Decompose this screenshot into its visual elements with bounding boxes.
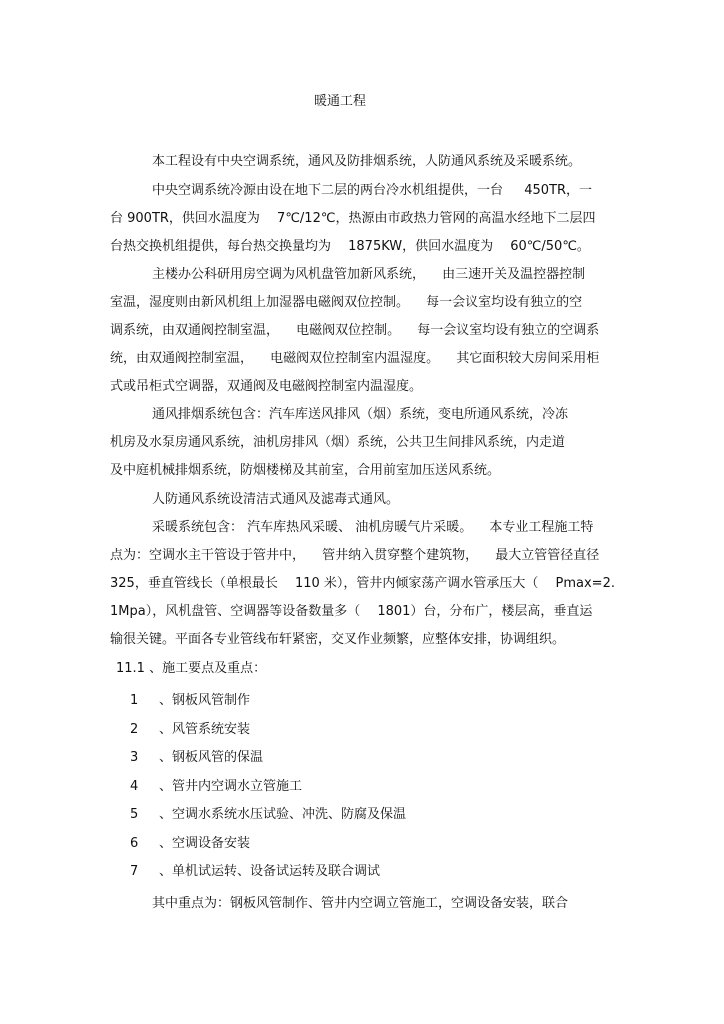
list-item-text: 、钢板风管的保温 — [159, 750, 264, 765]
paragraph-line: 其中重点为：钢板风管制作、管井内空调立管施工，空调设备安装，联合 — [152, 896, 569, 911]
list-item — [130, 863, 380, 881]
list-item-text: 、空调水系统水压试验、冲洗、防腐及保温 — [159, 807, 407, 822]
paragraph-line: 台 900TR，供回水温度为 7℃/12℃，热源由市政热力管网的高温水经地下二层四 — [110, 211, 596, 226]
document-title: 暖通工程 — [313, 94, 366, 109]
section-heading: 11.1 、施工要点及重点： — [116, 661, 267, 676]
list-item-text: 、管井内空调水立管施工 — [159, 779, 303, 794]
paragraph-line: 本工程设有中央空调系统，通风及防排烟系统，人防通风系统及采暖系统。 — [152, 154, 582, 169]
paragraph-line: 中央空调系统冷源由设在地下二层的两台冷水机组提供，一台 450TR，一 — [152, 183, 593, 198]
list-item — [130, 721, 250, 739]
paragraph-line: 人防通风系统设清洁式通风及滤毒式通风。 — [152, 492, 400, 507]
paragraph-line: 室温，湿度则由新风机组上加湿器电磁阀双位控制。 每一会议室均设有独立的空 — [110, 295, 583, 310]
paragraph-line: 采暖系统包含： 汽车库热风采暖、 油机房暖气片采暖。 本专业工程施工特 — [152, 520, 594, 535]
paragraph-line: 点为：空调水主干管设于管井中， 管井纳入贯穿整个建筑物， 最大立管管径直径 — [110, 548, 600, 563]
list-item — [130, 835, 250, 853]
list-item — [130, 806, 406, 824]
list-item — [130, 778, 302, 796]
list-item-number: 7 — [130, 864, 139, 879]
paragraph-line: 调系统，由双通阀控制室温， 电磁阀双位控制。 每一会议室均设有独立的空调系 — [110, 323, 600, 338]
paragraph-line: 输很关键。平面各专业管线布轩紧密，交叉作业频繁，应整体安排，协调组织。 — [110, 632, 566, 647]
paragraph-line: 1Mpa），风机盘管、空调器等设备数量多（ 1801）台，分布广，楼层高，垂直运 — [110, 604, 593, 619]
list-item-number: 2 — [130, 722, 139, 737]
list-item-text: 、单机试运转、设备试运转及联合调试 — [159, 864, 381, 879]
paragraph-line: 台热交换机组提供，每台热交换量均为 1875KW，供回水温度为 60℃/50℃。 — [110, 239, 590, 254]
list-item-text: 、空调设备安装 — [159, 836, 251, 851]
list-item-number: 4 — [130, 779, 139, 794]
paragraph-line: 及中庭机械排烟系统，防烟楼梯及其前室，合用前室加压送风系统。 — [110, 463, 501, 478]
paragraph-line: 机房及水泵房通风系统，油机房排风（烟）系统，公共卫生间排风系统，内走道 — [110, 435, 566, 450]
paragraph-line: 主楼办公科研用房空调为风机盘管加新风系统， 由三速开关及温控器控制 — [152, 267, 586, 282]
list-item — [130, 749, 263, 767]
list-item-number: 3 — [130, 750, 139, 765]
list-item-text: 、钢板风管制作 — [159, 693, 251, 708]
list-item-number: 1 — [130, 693, 139, 708]
paragraph-line: 通风排烟系统包含：汽车库送风排风（烟）系统，变电所通风系统，冷冻 — [152, 407, 569, 422]
list-item — [130, 692, 250, 710]
list-item-number: 5 — [130, 807, 139, 822]
list-item-number: 6 — [130, 836, 139, 851]
paragraph-line: 式或吊柜式空调器，双通阀及电磁阀控制室内温湿度。 — [110, 379, 423, 394]
paragraph-line: 统，由双通阀控制室温， 电磁阀双位控制室内温湿度。 其它面积较大房间采用柜 — [110, 351, 600, 366]
paragraph-line: 325，垂直管线长（单根最长 110 米），管井内倾家荡产调水管承压大（ Pmax=2. — [110, 576, 615, 591]
list-item-text: 、风管系统安装 — [159, 722, 251, 737]
